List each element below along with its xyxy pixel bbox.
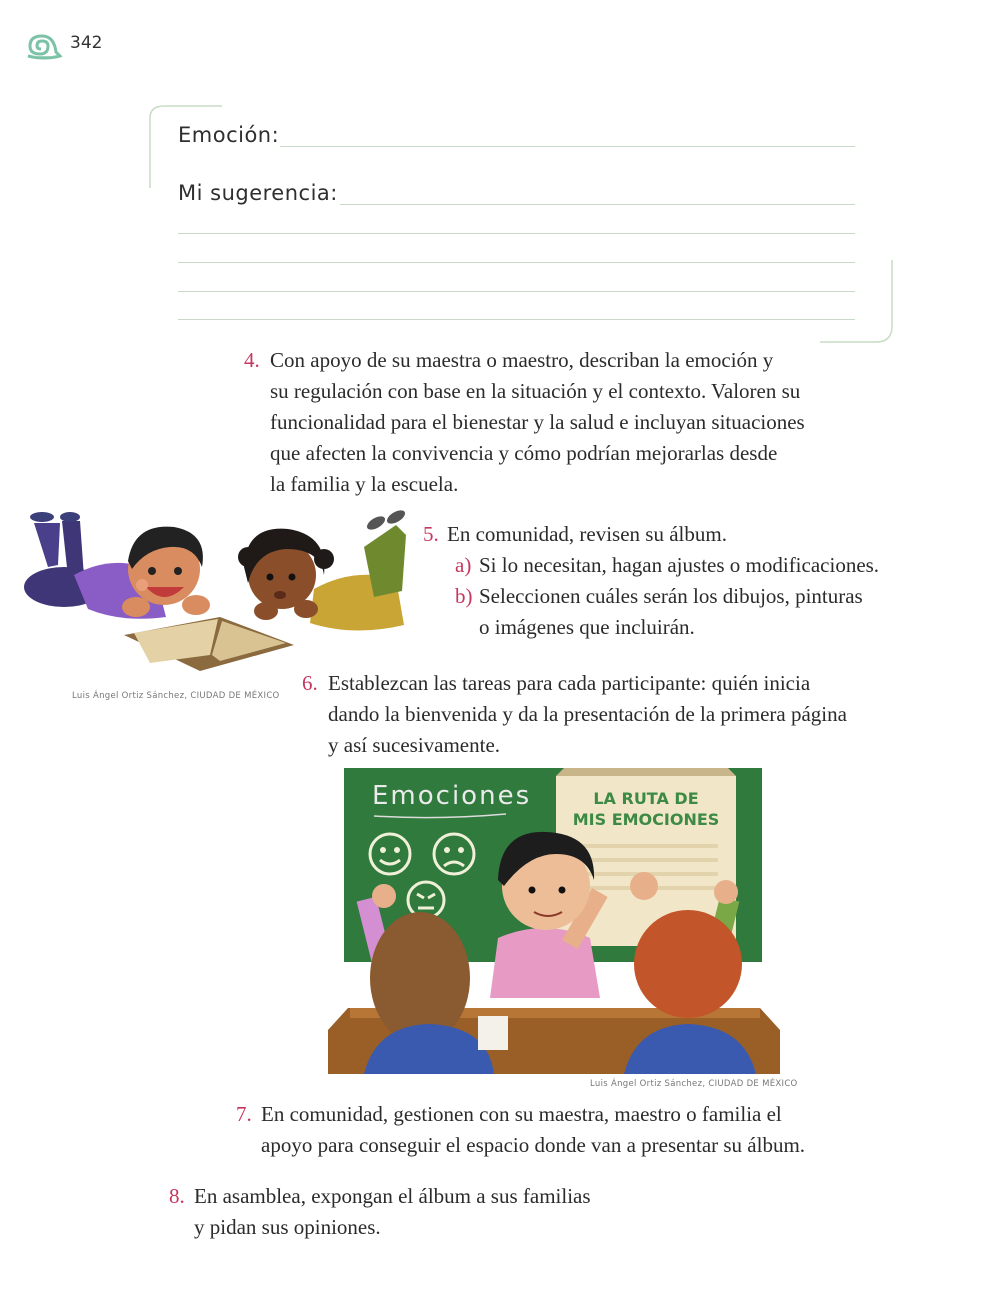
text-line: Seleccionen cuáles serán los dibujos, pinturas [479, 584, 863, 608]
instruction-8 [169, 1181, 591, 1243]
classroom-illustration [328, 768, 780, 1074]
text-line: En comunidad, revisen su álbum. [447, 522, 727, 546]
subitem-label: a) [455, 553, 472, 577]
instruction-5 [423, 519, 879, 643]
answer-line[interactable] [178, 262, 855, 263]
emocion-answer-line[interactable] [280, 146, 855, 147]
item-number: 7. [236, 1102, 252, 1126]
text-line: que afecten la convivencia y cómo podrían mejorarlas desde [270, 441, 778, 465]
text-line: y así sucesivamente. [328, 733, 501, 757]
item-number: 5. [423, 522, 439, 546]
page-number: 342 [70, 33, 103, 53]
subitem-label: b) [455, 584, 473, 608]
answer-line[interactable] [178, 291, 855, 292]
kids-reading-illustration [24, 505, 416, 685]
text-line: y pidan sus opiniones. [194, 1215, 381, 1239]
sugerencia-answer-line[interactable] [340, 204, 855, 205]
text-line: Con apoyo de su maestra o maestro, describan la emoción y [270, 348, 774, 372]
item-number: 4. [244, 348, 260, 372]
text-line: su regulación con base en la situación y el contexto. Valoren su [270, 379, 801, 403]
answer-line[interactable] [178, 233, 855, 234]
illustration-credit: Luis Ángel Ortiz Sánchez, CIUDAD DE MÉXICO [72, 691, 280, 701]
board-title: Emociones [372, 781, 532, 811]
text-line: la familia y la escuela. [270, 472, 459, 496]
text-line: En asamblea, expongan el álbum a sus familias [194, 1184, 591, 1208]
item-number: 8. [169, 1184, 185, 1208]
text-line: dando la bienvenida y da la presentación de la primera página [328, 702, 847, 726]
poster-line2: MIS EMOCIONES [572, 810, 720, 829]
instruction-6 [302, 668, 847, 761]
instruction-4 [244, 345, 805, 500]
answer-line[interactable] [178, 319, 855, 320]
item-number: 6. [302, 671, 318, 695]
sugerencia-label: Mi sugerencia: [178, 181, 338, 205]
text-line: apoyo para conseguir el espacio donde van a presentar su álbum. [261, 1133, 806, 1157]
poster-line1: LA RUTA DE [593, 789, 699, 808]
emocion-label: Emoción: [178, 123, 280, 147]
text-line: funcionalidad para el bienestar y la salud e incluyan situaciones [270, 410, 805, 434]
text-line: En comunidad, gestionen con su maestra, maestro o familia el [261, 1102, 782, 1126]
text-line: o imágenes que incluirán. [479, 615, 695, 639]
snail-icon [26, 30, 62, 60]
text-line: Establezcan las tareas para cada participante: quién inicia [328, 671, 811, 695]
instruction-7 [236, 1099, 805, 1161]
illustration-credit: Luis Ángel Ortiz Sánchez, CIUDAD DE MÉXICO [590, 1079, 798, 1089]
text-line: Si lo necesitan, hagan ajustes o modificaciones. [479, 553, 880, 577]
